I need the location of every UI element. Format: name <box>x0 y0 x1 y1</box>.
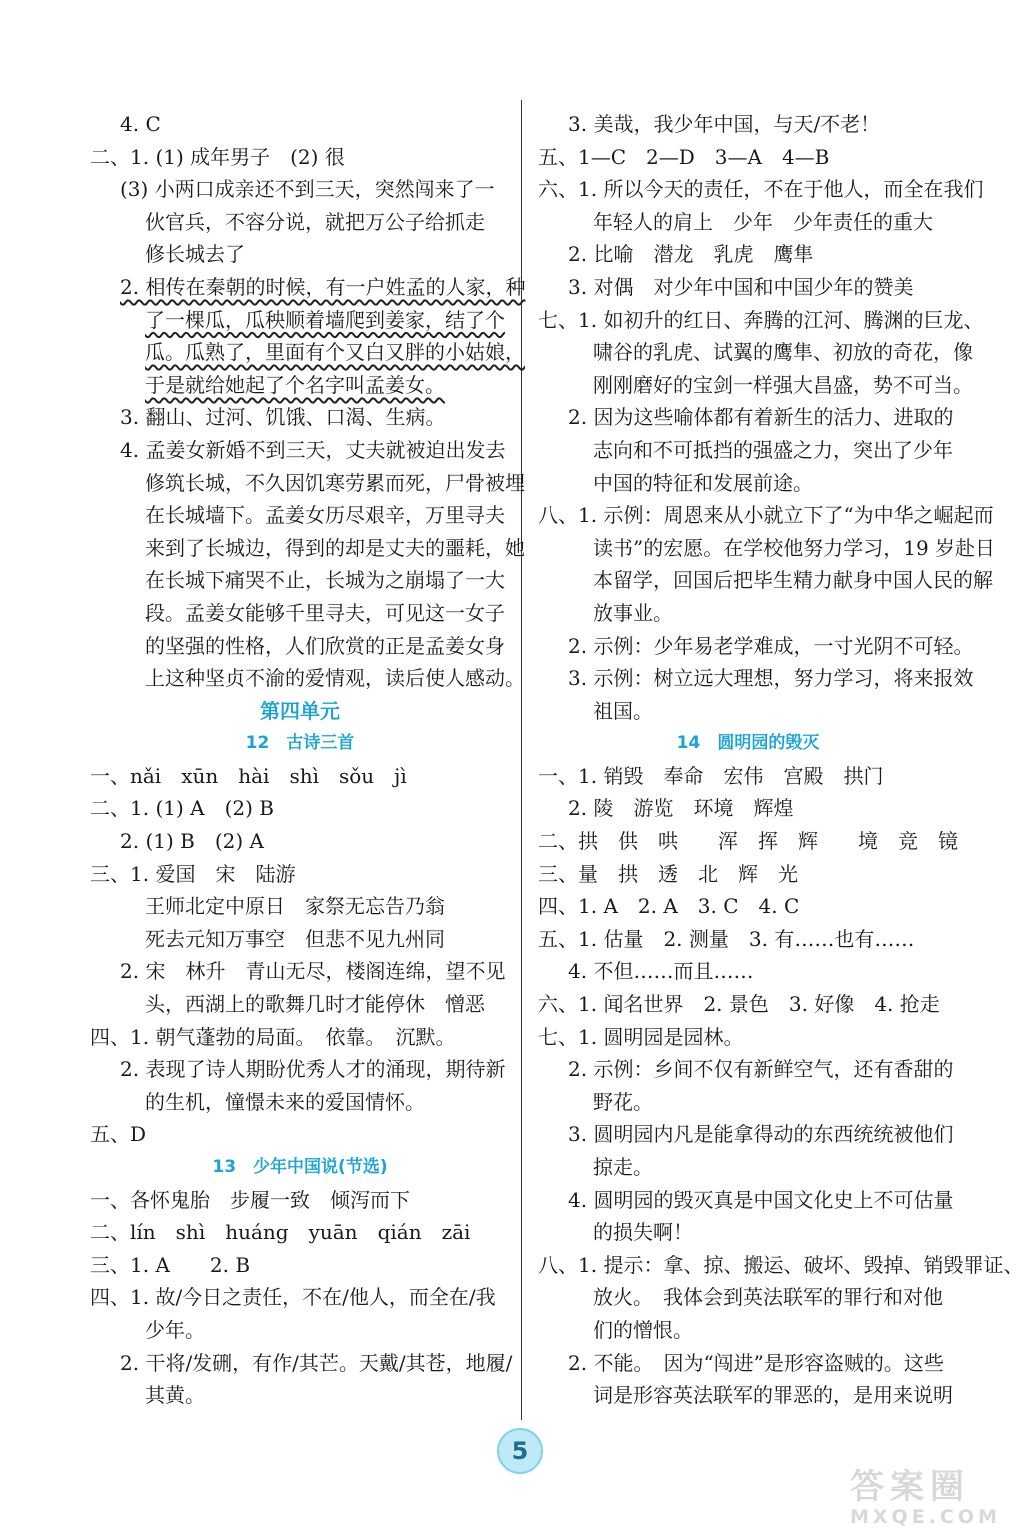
answer-line: 的坚强的性格，人们欣赏的正是孟姜女身 <box>145 633 505 658</box>
answer-line: 二、lín shì huáng yuān qián zāi <box>90 1220 471 1245</box>
answer-line: 3. 示例：树立远大理想，努力学习，将来报效 <box>568 666 974 691</box>
answer-line: 4. C <box>120 112 161 136</box>
answer-line: 八、1. 示例：周恩来从小就立下了“为中华之崛起而 <box>538 503 994 528</box>
watermark-title: 答案圈 <box>850 1467 970 1507</box>
answer-line: 中国的特征和发展前途。 <box>593 470 813 495</box>
answer-line: 七、1. 如初升的红日、奔腾的江河、腾渊的巨龙、 <box>538 307 984 332</box>
answer-line: 志向和不可抵挡的强盛之力，突出了少年 <box>593 437 953 462</box>
answer-line: 王师北定中原日 家祭无忘告乃翁 <box>145 894 445 919</box>
answer-line: 年轻人的肩上 少年 少年责任的重大 <box>593 209 933 234</box>
answer-line: 词是形容英法联军的罪恶的，是用来说明 <box>593 1383 953 1408</box>
answer-line: 六、1. 闻名世界 2. 景色 3. 好像 4. 抢走 <box>538 992 940 1017</box>
answer-line: 少年。 <box>145 1317 205 1342</box>
answer-line: 4. 圆明园的毁灭真是中国文化史上不可估量 <box>568 1187 954 1212</box>
answer-line: 4. 孟姜女新婚不到三天，丈夫就被迫出发去 <box>120 437 506 462</box>
answer-line: 头，西湖上的歌舞几时才能停休 憎恶 <box>145 992 485 1017</box>
answer-line: 上这种坚贞不渝的爱情观，读后使人感动。 <box>145 666 525 691</box>
answer-line: 四、1. 朝气蓬勃的局面。 依靠。 沉默。 <box>90 1024 456 1049</box>
lesson-heading: 14 圆明园的毁灭 <box>676 733 820 754</box>
answer-line: 放火。 我体会到英法联军的罪行和对他 <box>593 1285 943 1310</box>
answer-line: 死去元知万事空 但悲不见九州同 <box>145 926 445 951</box>
answer-line: 2. 表现了诗人期盼优秀人才的涌现，期待新 <box>120 1057 506 1082</box>
unit-heading: 第四单元 <box>260 698 340 723</box>
lesson-heading: 13 少年中国说(节选) <box>212 1157 388 1177</box>
answer-line: 野花。 <box>593 1089 653 1114</box>
answer-line: 修筑长城，不久因饥寒劳累而死，尸骨被埋 <box>145 470 525 495</box>
answer-line: 八、1. 提示：拿、掠、搬运、破坏、毁掉、销毁罪证、 <box>538 1252 1024 1277</box>
answer-line: 2. 陵 游览 环境 辉煌 <box>568 796 794 821</box>
page-number: 5 <box>497 1428 543 1474</box>
answer-line: 三、量 拱 透 北 辉 光 <box>538 861 798 886</box>
right-column <box>538 108 1024 1412</box>
answer-line: (3) 小两口成亲还不到三天，突然闯来了一 <box>120 177 495 202</box>
answer-line: 五、1—C 2—D 3—A 4—B <box>538 144 830 169</box>
answer-line: 2. 宋 林升 青山无尽，楼阁连绵，望不见 <box>120 959 506 984</box>
answer-line: 一、各怀鬼胎 步履一致 倾泻而下 <box>90 1187 410 1212</box>
answer-line: 段。孟姜女能够千里寻夫，可见这一女子 <box>145 600 505 625</box>
answer-line: 掠走。 <box>593 1155 653 1179</box>
answer-line: 3. 翻山、过河、饥饿、口渴、生病。 <box>120 405 446 430</box>
answer-line: 2. 比喻 潜龙 乳虎 鹰隼 <box>568 242 814 267</box>
answer-line: 2. 相传在秦朝的时候，有一户姓孟的人家，种 <box>120 274 526 299</box>
answer-line: 2. 示例：少年易老学难成，一寸光阴不可轻。 <box>568 633 974 658</box>
answer-line: 四、1. A 2. A 3. C 4. C <box>538 894 800 919</box>
answer-line: 六、1. 所以今天的责任，不在于他人，而全在我们 <box>538 177 984 202</box>
answer-line: 三、1. A 2. B <box>90 1252 251 1277</box>
answer-line: 修长城去了 <box>145 242 245 267</box>
answer-line: 放事业。 <box>593 600 673 625</box>
answer-line: 4. 不但……而且…… <box>568 959 754 984</box>
answer-line: 3. 美哉，我少年中国，与天/不老！ <box>568 112 881 136</box>
answer-line: 的生机，憧憬未来的爱国情怀。 <box>145 1089 425 1114</box>
watermark-url: MXQE.COM <box>850 1506 1001 1528</box>
watermark-logo <box>850 1468 1025 1532</box>
answer-line: 2. 干将/发硎，有作/其芒。天戴/其苍，地履/ <box>120 1350 513 1375</box>
answer-line: 二、1. (1) A (2) B <box>90 796 274 821</box>
answer-line: 七、1. 圆明园是园林。 <box>538 1024 744 1049</box>
answer-line: 啸谷的乳虎、试翼的鹰隼、初放的奇花，像 <box>593 340 973 365</box>
lesson-heading: 12 古诗三首 <box>245 733 355 754</box>
answer-line: 五、1. 估量 2. 测量 3. 有……也有…… <box>538 926 915 951</box>
answer-line: 伙官兵，不容分说，就把万公子给抓走 <box>145 209 485 234</box>
answer-line: 二、拱 供 哄 浑 挥 辉 境 竞 镜 <box>538 829 958 854</box>
answer-line: 们的憎恨。 <box>593 1317 693 1342</box>
answer-line: 2. 不能。 因为“闯进”是形容盗贼的。这些 <box>568 1350 944 1375</box>
answer-line: 祖国。 <box>593 698 653 723</box>
answer-line: 其黄。 <box>145 1383 205 1408</box>
answer-line: 五、D <box>90 1122 147 1147</box>
answer-line: 来到了长城边，得到的却是丈夫的噩耗，她 <box>145 535 525 560</box>
answer-line: 了一棵瓜，瓜秧顺着墙爬到姜家，结了个 <box>145 307 505 332</box>
answer-line: 一、1. 销毁 奉命 宏伟 宫殿 拱门 <box>538 763 884 788</box>
answer-line: 在长城墙下。孟姜女历尽艰辛，万里寻夫 <box>145 503 505 528</box>
answer-line: 在长城下痛哭不止，长城为之崩塌了一大 <box>145 568 505 593</box>
answer-line: 三、1. 爱国 宋 陆游 <box>90 861 296 886</box>
answer-line: 本留学，回国后把毕生精力献身中国人民的解 <box>593 568 993 593</box>
answer-line: 瓜。瓜熟了，里面有个又白又胖的小姑娘， <box>145 340 525 365</box>
answer-line: 2. 因为这些喻体都有着新生的活力、进取的 <box>568 405 954 430</box>
answer-line: 3. 圆明园内凡是能拿得动的东西统统被他们 <box>568 1122 954 1147</box>
answer-line: 二、1. (1) 成年男子 (2) 很 <box>90 144 345 169</box>
answer-line: 读书”的宏愿。在学校他努力学习，19 岁赴日 <box>593 535 996 560</box>
answer-line: 四、1. 故/今日之责任，不在/他人，而全在/我 <box>90 1285 496 1310</box>
answer-line: 的损失啊！ <box>593 1220 693 1245</box>
answer-line: 于是就给她起了个名字叫孟姜女。 <box>145 372 445 397</box>
answer-line: 2. 示例：乡间不仅有新鲜空气，还有香甜的 <box>568 1057 954 1082</box>
left-column <box>90 108 526 1412</box>
answer-line: 一、nǎi xūn hài shì sǒu jì <box>90 763 407 788</box>
answer-line: 刚刚磨好的宝剑一样强大昌盛，势不可当。 <box>593 372 973 397</box>
answer-line: 3. 对偶 对少年中国和中国少年的赞美 <box>568 274 914 299</box>
answer-line: 2. (1) B (2) A <box>120 829 264 854</box>
